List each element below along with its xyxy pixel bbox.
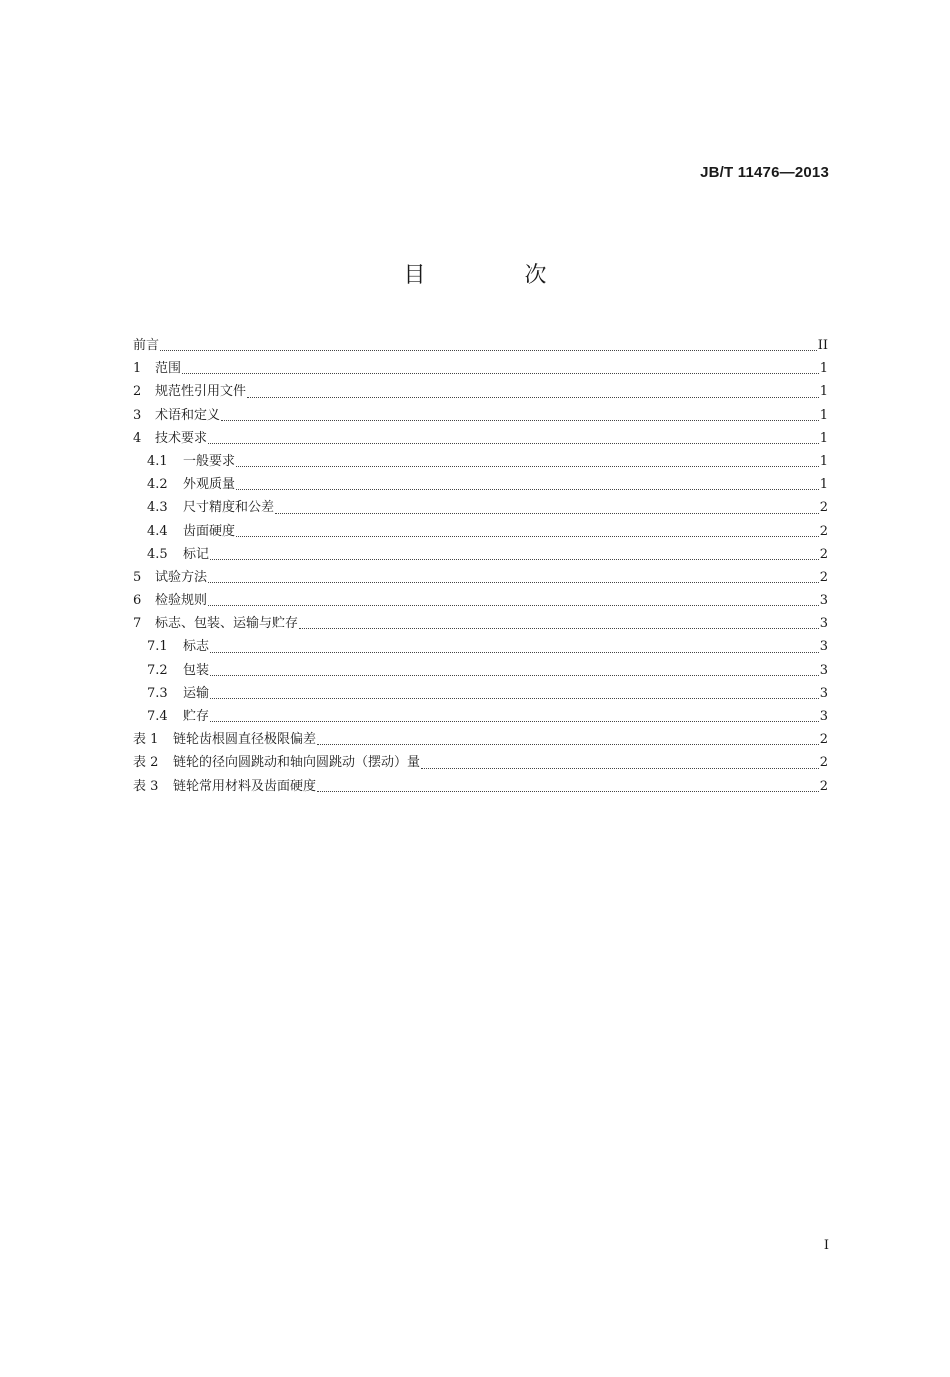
toc-entry-label: 术语和定义 — [155, 407, 221, 423]
toc-entry-page: 1 — [819, 361, 828, 377]
toc-entry-label: 链轮常用材料及齿面硬度 — [173, 778, 317, 794]
toc-entry-page: 2 — [819, 732, 828, 748]
toc-entry[interactable] — [133, 589, 828, 612]
toc-entry-number: 7 — [133, 616, 142, 632]
dot-leader — [208, 443, 819, 444]
toc-table-entry[interactable] — [133, 728, 828, 751]
toc-entry-label: 技术要求 — [155, 430, 208, 446]
toc-entry-page: 1 — [819, 430, 828, 446]
toc-entry-number: 7.3 — [147, 685, 168, 701]
toc-table-entry[interactable] — [133, 751, 828, 774]
toc-entry[interactable] — [133, 473, 828, 496]
page-number: I — [823, 1238, 829, 1253]
toc-entry-label: 标志、包装、运输与贮存 — [155, 616, 299, 632]
dot-leader — [210, 721, 819, 722]
toc-entry-number: 4.4 — [147, 523, 168, 539]
toc-entry-page: 2 — [819, 523, 828, 539]
toc-entry-label: 前言 — [133, 338, 160, 353]
toc-entry-label: 运输 — [183, 685, 210, 701]
dot-leader — [208, 582, 819, 583]
dot-leader — [236, 536, 819, 537]
toc-entry-number: 表 3 — [133, 778, 159, 794]
toc-entry-number: 表 2 — [133, 755, 159, 771]
toc-entry-number: 7.1 — [147, 639, 168, 655]
toc-entry-label: 贮存 — [183, 709, 210, 724]
toc-table-entry[interactable] — [133, 775, 828, 798]
toc-entry-label: 齿面硬度 — [183, 523, 236, 539]
toc-entry-page: 2 — [819, 778, 828, 794]
toc-entry-label: 标志 — [183, 639, 210, 655]
toc-entry-page: 2 — [819, 569, 828, 585]
toc-entry-page: 3 — [819, 593, 828, 609]
toc-entry-number: 表 1 — [133, 732, 159, 748]
toc-entry-label: 范围 — [155, 361, 182, 377]
dot-leader — [160, 350, 817, 351]
toc-entry[interactable] — [133, 334, 828, 357]
toc-entry-page: II — [817, 338, 828, 353]
toc-entry[interactable] — [133, 612, 828, 635]
toc-entry-number: 4 — [133, 430, 142, 446]
toc-entry[interactable] — [133, 357, 828, 380]
dot-leader — [221, 420, 819, 421]
toc-title: 目 次 — [403, 263, 593, 288]
toc-entry-label: 尺寸精度和公差 — [183, 500, 275, 516]
toc-entry-number: 4.3 — [147, 500, 168, 516]
dot-leader — [210, 698, 819, 699]
toc-entry[interactable] — [133, 682, 828, 705]
toc-entry-page: 3 — [819, 616, 828, 632]
toc-entry[interactable] — [133, 380, 828, 403]
toc-entry[interactable] — [133, 635, 828, 658]
toc-entry-number: 7.4 — [147, 709, 168, 724]
toc-entry-number: 5 — [133, 569, 142, 585]
toc-entry-number: 4.5 — [147, 546, 168, 562]
dot-leader — [210, 652, 819, 653]
toc-entry-number: 1 — [133, 361, 142, 377]
dot-leader — [236, 466, 819, 467]
toc-entry-page: 3 — [819, 685, 828, 701]
toc-entry-label: 标记 — [183, 546, 210, 562]
dot-leader — [299, 628, 819, 629]
standard-number: JB/T 11476—2013 — [700, 164, 829, 181]
toc-entry-label: 检验规则 — [155, 593, 208, 609]
dot-leader — [247, 397, 819, 398]
toc-entry-page: 1 — [819, 453, 828, 469]
toc-entry-label: 规范性引用文件 — [155, 384, 247, 400]
toc-entry-number: 4.1 — [147, 453, 168, 469]
toc-entry-page: 1 — [819, 407, 828, 423]
toc-entry-page: 2 — [819, 755, 828, 771]
toc-entry-page: 3 — [819, 709, 828, 724]
dot-leader — [317, 791, 819, 792]
toc-entry[interactable] — [133, 404, 828, 427]
toc-entry-label: 链轮齿根圆直径极限偏差 — [173, 732, 317, 748]
toc-entry-page: 2 — [819, 500, 828, 516]
toc-entry[interactable] — [133, 427, 828, 450]
dot-leader — [210, 675, 819, 676]
toc-entry-page: 1 — [819, 477, 828, 493]
toc-entry[interactable] — [133, 520, 828, 543]
dot-leader — [236, 489, 819, 490]
toc-entry-label: 包装 — [183, 662, 210, 678]
toc-entry[interactable] — [133, 450, 828, 473]
toc-entry[interactable] — [133, 659, 828, 682]
dot-leader — [421, 768, 819, 769]
toc-entry-label: 试验方法 — [155, 569, 208, 585]
toc-entry-label: 外观质量 — [183, 477, 236, 493]
toc-entry[interactable] — [133, 543, 828, 566]
toc-entry[interactable] — [133, 496, 828, 519]
toc-entry[interactable] — [133, 705, 828, 728]
table-of-contents — [133, 334, 828, 798]
toc-entry-number: 2 — [133, 384, 142, 400]
toc-entry[interactable] — [133, 566, 828, 589]
toc-entry-number: 7.2 — [147, 662, 168, 678]
toc-entry-number: 3 — [133, 407, 142, 423]
dot-leader — [182, 373, 819, 374]
toc-entry-label: 一般要求 — [183, 453, 236, 469]
dot-leader — [317, 744, 819, 745]
toc-entry-label: 链轮的径向圆跳动和轴向圆跳动（摆动）量 — [173, 755, 421, 771]
toc-entry-page: 2 — [819, 546, 828, 562]
toc-entry-number: 6 — [133, 593, 142, 609]
toc-entry-number: 4.2 — [147, 477, 168, 493]
toc-entry-page: 3 — [819, 662, 828, 678]
toc-entry-page: 3 — [819, 639, 828, 655]
dot-leader — [210, 559, 819, 560]
toc-entry-page: 1 — [819, 384, 828, 400]
dot-leader — [208, 605, 819, 606]
dot-leader — [275, 513, 819, 514]
